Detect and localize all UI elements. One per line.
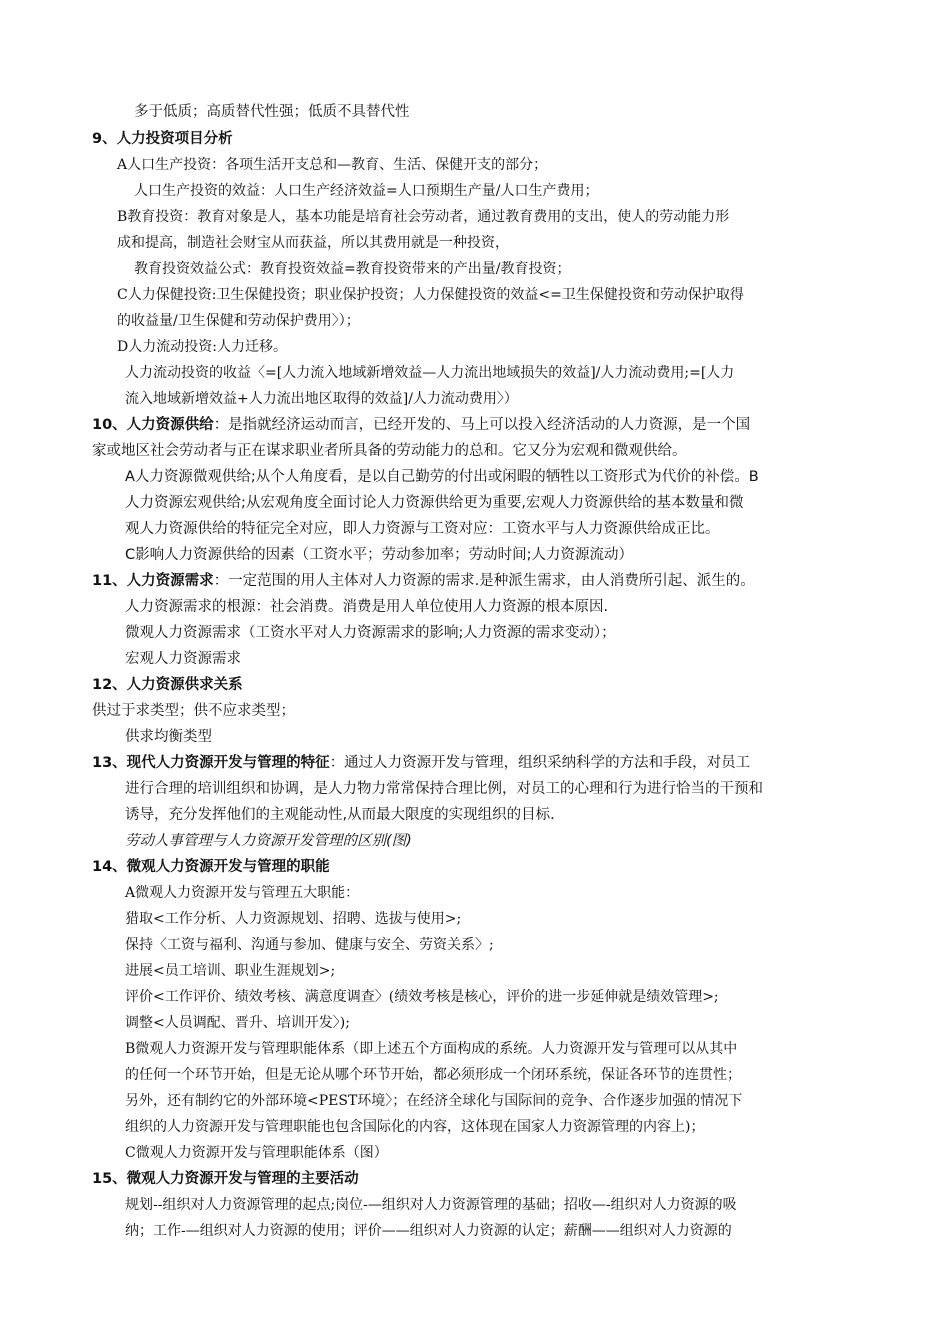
section-heading: 14、微观人力资源开发与管理的职能: [92, 859, 330, 875]
text-line: 纳；工作-—组织对人力资源的使用；评价——组织对人力资源的认定；薪酬——组织对人力资源的: [125, 1223, 732, 1239]
text-line: 家或地区社会劳动者与正在谋求职业者所具备的劳动能力的总和。它又分为宏观和微观供给。: [92, 443, 687, 459]
text-line: A人口生产投资：各项生活开支总和—教育、生活、保健开支的部分；: [117, 157, 548, 173]
text-line: C微观人力资源开发与管理职能体系（图）: [125, 1145, 388, 1161]
text-line: 供过于求类型；供不应求类型；: [92, 703, 295, 719]
text-line: 评价<工作评价、绩效考核、满意度调查〉(绩效考核是核心，评价的进一步延伸就是绩效管理>;: [125, 989, 719, 1005]
text-line: C人力保健投资:卫生保健投资；职业保护投资；人力保健投资的效益<=卫生保健投资和劳动保护取得: [117, 287, 744, 303]
section-13-line: [92, 753, 750, 773]
text-line: 观人力资源供给的特征完全对应，即人力资源与工资对应：工资水平与人力资源供给成正比。: [125, 521, 720, 537]
section-heading: 15、微观人力资源开发与管理的主要活动: [92, 1171, 359, 1187]
text-line: 人口生产投资的效益：人口生产经济效益=人口预期生产量/人口生产费用；: [134, 183, 599, 199]
text-line: 微观人力资源需求（工资水平对人力资源需求的影响;人力资源的需求变动）；: [125, 625, 616, 641]
text-line: 的任何一个环节开始，但是无论从哪个环节开始，都必须形成一个闭环系统，保证各环节的连贯性；: [125, 1067, 741, 1083]
text-line: 诱导，充分发挥他们的主观能动性,从而最大限度的实现组织的目标.: [125, 807, 555, 823]
text-line: A人力资源微观供给;从个人角度看，是以自己勤劳的付出或闲暇的牺牲以工资形式为代价的补偿。B: [125, 469, 759, 485]
text-line: 另外，还有制约它的外部环境<PEST环境〉；在经济全球化与国际间的竞争、合作逐步加强的情况下: [125, 1093, 743, 1109]
text-line: 进行合理的培训组织和协调，是人力物力常常保持合理比例，对员工的心理和行为进行恰当的干预和: [125, 781, 763, 797]
text-line: 流入地域新增效益+人力流出地区取得的效益]/人力流动费用〉）: [125, 391, 518, 407]
section-heading: 9、人力投资项目分析: [92, 131, 233, 147]
section-heading: 12、人力资源供求关系: [92, 677, 243, 693]
section-heading: 10、人力资源供给: [92, 417, 214, 433]
text-line: 供求均衡类型: [125, 729, 212, 745]
text-line: A微观人力资源开发与管理五大职能：: [125, 885, 360, 901]
text-line: D人力流动投资:人力迁移。: [117, 339, 287, 355]
text-line: 人力资源需求的根源：社会消费。消费是用人单位使用人力资源的根本原因.: [125, 599, 609, 615]
text-line: 的收益量/卫生保健和劳动保护费用〉）；: [117, 313, 360, 329]
text-line: 教育投资效益公式：教育投资效益=教育投资带来的产出量/教育投资；: [134, 261, 571, 277]
text-line: 人力流动投资的收益〈=[人力流入地域新增效益—人力流出地域损失的效益]/人力流动费用;=[人力: [125, 365, 735, 381]
text-line: 进展<员工培训、职业生涯规划>;: [125, 963, 336, 979]
text-line: 成和提高，制造社会财宝从而获益，所以其费用就是一种投资，: [117, 235, 509, 251]
text-line: 调整<人员调配、晋升、培训开发〉);: [125, 1015, 350, 1031]
section-text: ：一定范围的用人主体对人力资源的需求.是种派生需求，由人消费所引起、派生的。: [213, 573, 755, 589]
text-line: 保持〈工资与福利、沟通与参加、健康与安全、劳资关系〉;: [125, 937, 494, 953]
text-line: 猎取<工作分析、人力资源规划、招聘、选拔与使用>;: [125, 911, 462, 927]
text-line: 宏观人力资源需求: [125, 651, 241, 667]
text-line: B教育投资：教育对象是人，基本功能是培育社会劳动者，通过教育费用的支出，使人的劳动能力形: [117, 209, 730, 225]
section-heading: 11、人力资源需求: [92, 573, 214, 589]
text-line: 组织的人力资源开发与管理职能也包含国际化的内容，这体现在国家人力资源管理的内容上)；: [125, 1119, 705, 1135]
section-10-line: [92, 415, 750, 435]
text-line: B微观人力资源开发与管理职能体系（即上述五个方面构成的系统。人力资源开发与管理可以从其中: [125, 1041, 738, 1057]
text-line: 多于低质；高质替代性强；低质不具替代性: [134, 104, 410, 120]
figure-caption: 劳动人事管理与人力资源开发管理的区别(图): [125, 833, 412, 849]
section-text: ：通过人力资源开发与管理，组织采纳科学的方法和手段，对员工: [329, 755, 751, 771]
text-line: C影响人力资源供给的因素（工资水平；劳动参加率；劳动时间;人力资源流动）: [125, 547, 634, 563]
section-heading: 13、现代人力资源开发与管理的特征: [92, 755, 330, 771]
text-line: 规划--组织对人力资源管理的起点;岗位-—组织对人力资源管理的基础；招收—-组织对人力资源的吸: [125, 1197, 737, 1213]
section-11-line: [92, 571, 755, 591]
text-line: 人力资源宏观供给;从宏观角度全面讨论人力资源供给更为重要,宏观人力资源供给的基本数量和微: [125, 495, 744, 511]
section-text: ：是指就经济运动而言，已经开发的、马上可以投入经济活动的人力资源，是一个国: [213, 417, 751, 433]
